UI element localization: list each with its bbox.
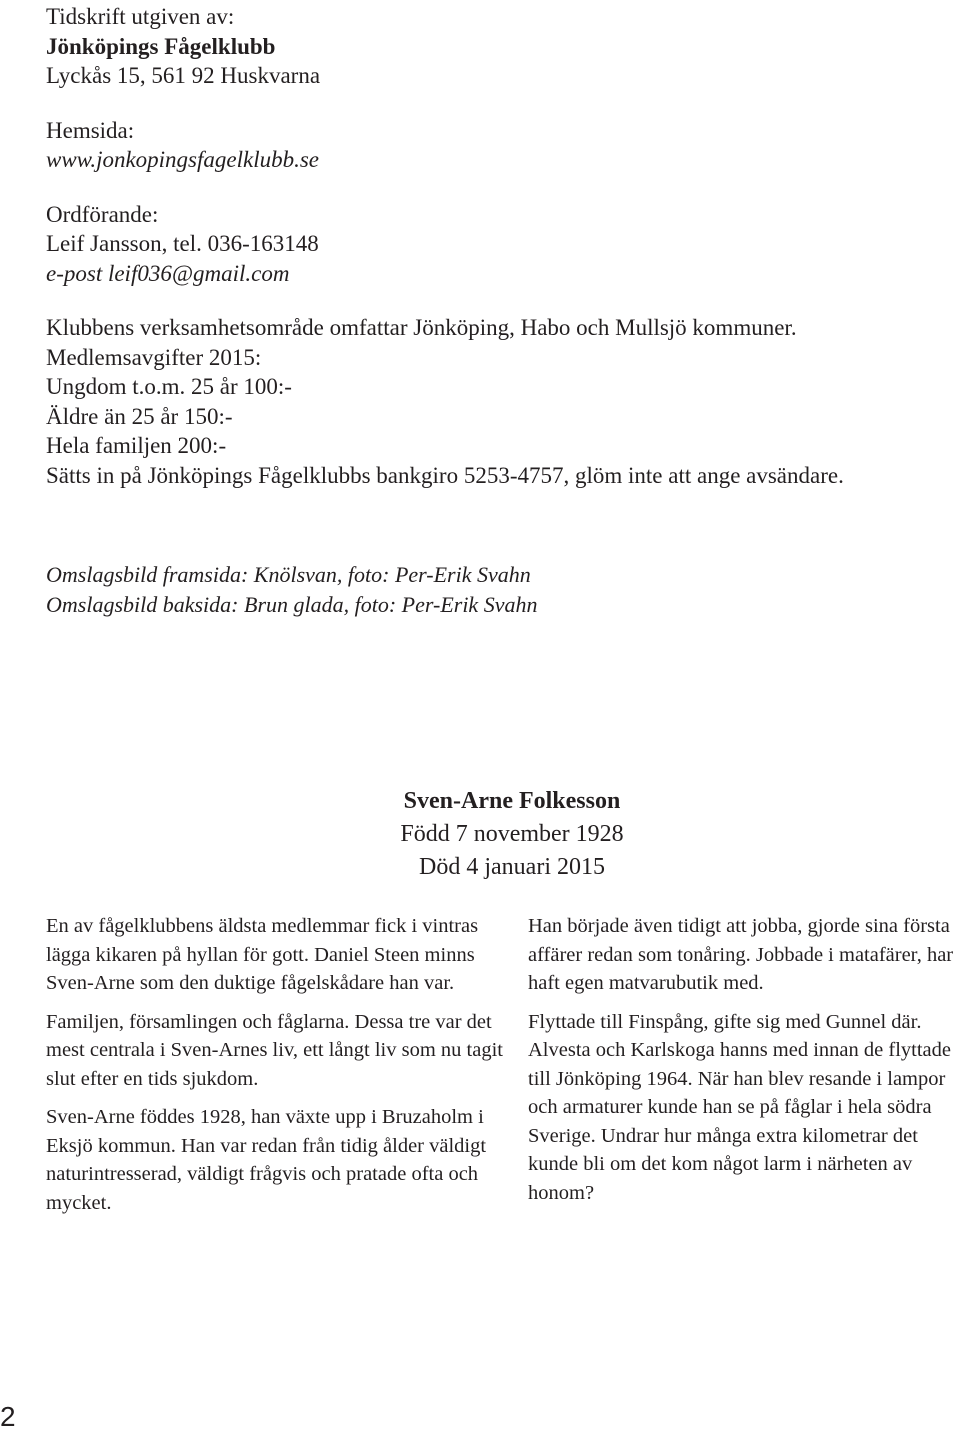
fee-adult: Äldre än 25 år 150:-: [46, 403, 233, 429]
back-cover-credit: Omslagsbild baksida: Brun glada, foto: Per-Erik Svahn: [46, 591, 538, 617]
membership-area: Klubbens verksamhetsområde omfattar Jönköping, Habo och Mullsjö kommuner.: [46, 315, 797, 340]
publisher-info: [46, 2, 844, 490]
payment-info: Sätts in på Jönköpings Fågelklubbs bankgiro 5253-4757, glöm inte att ange avsändare.: [46, 462, 844, 488]
fee-youth: Ungdom t.o.m. 25 år 100:-: [46, 374, 292, 399]
obituary-paragraph: Familjen, församlingen och fåglarna. Dessa tre var det mest centrala i Sven-Arnes liv, ett långt liv som nu tagit slut efter en tids sjukdom.: [46, 1010, 503, 1090]
front-cover-credit: Omslagsbild framsida: Knölsvan, foto: Per-Erik Svahn: [46, 562, 531, 587]
fee-family: Hela familjen 200:-: [46, 433, 227, 458]
website-link[interactable]: www.jonkopingsfagelklubb.se: [46, 147, 320, 172]
chairman-contact: Leif Jansson, tel. 036-163148: [46, 231, 319, 256]
publisher-intro: Tidskrift utgiven av:: [46, 4, 235, 29]
chairman-email[interactable]: e-post leif036@gmail.com: [46, 260, 290, 286]
website-label: Hemsida:: [46, 117, 135, 143]
obituary-left-column: [46, 912, 506, 1227]
obituary-paragraph: Flyttade till Finspång, gifte sig med Gunnel där. Alvesta och Karlskoga hanns med innan de flyttade till Jönköping 1964. När han blev resande i lampor och armaturer kunde han se på fåglar i hela södra Sverige. Undrar hur många extra kilometrar det kunde bli om det kom något larm i närheten av honom?: [528, 1010, 951, 1204]
obituary-paragraph: En av fågelklubbens äldsta medlemmar fick i vintras lägga kikaren på hyllan för gott. Daniel Steen minns Sven-Arne som den duktige fågelskådare han var.: [46, 915, 479, 994]
obituary-name: Sven-Arne Folkesson: [403, 788, 621, 814]
page-number: 2: [0, 1401, 16, 1432]
fees-title: Medlemsavgifter 2015:: [46, 344, 262, 370]
obituary-header: [300, 784, 724, 884]
publisher-name: Jönköpings Fågelklubb: [46, 33, 276, 59]
publisher-address: Lyckås 15, 561 92 Huskvarna: [46, 63, 321, 88]
obituary-died: Död 4 januari 2015: [419, 854, 605, 880]
obituary-born: Född 7 november 1928: [400, 821, 624, 847]
obituary-paragraph: Sven-Arne föddes 1928, han växte upp i Bruzaholm i Eksjö kommun. Han var redan från tidig ålder väldigt naturintresserad, väldigt frågvis och pratade ofta och mycket.: [46, 1106, 487, 1214]
obituary-paragraph: Han började även tidigt att jobba, gjorde sina första affärer redan som tonåring. Jobbade i matafärer, har haft egen matvarubutik med.: [528, 915, 954, 994]
chairman-label: Ordförande:: [46, 201, 159, 227]
obituary-right-column: [528, 912, 956, 1217]
cover-credits: [46, 560, 537, 619]
